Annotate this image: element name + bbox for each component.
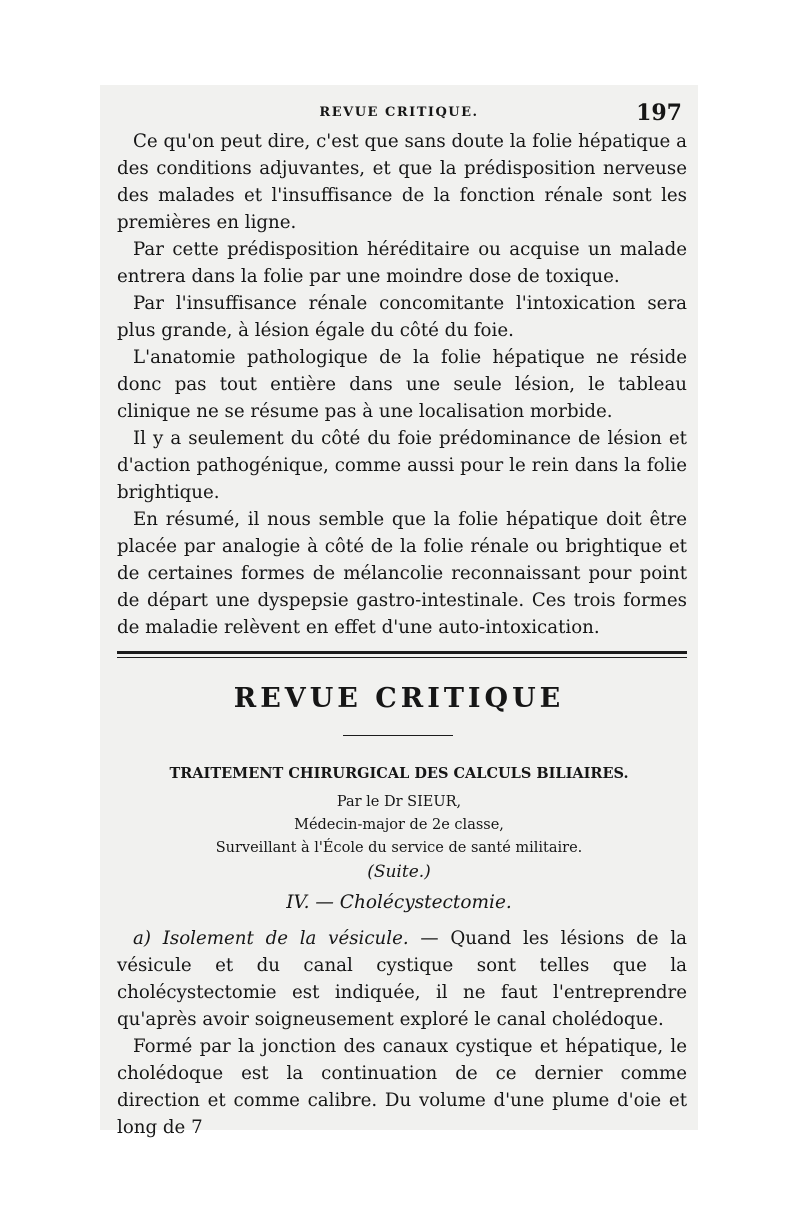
paragraph-predisposition: Par cette prédisposition héréditaire ou acquise un malade entrera dans la folie par une moindre dose de toxique.	[117, 239, 687, 287]
paragraph-predominance: Il y a seulement du côté du foie prédominance de lésion et d'action pathogénique, comme aussi pour le rein dans la folie brightique.	[117, 428, 687, 503]
paragraph-folie-hepatique: Ce qu'on peut dire, c'est que sans doute la folie hépatique a des conditions adjuvantes, et que la prédisposition nerveuse des malades et l'insuffisance de la fonction rénale sont les premières en ligne.	[117, 131, 687, 233]
section-title: REVUE CRITIQUE	[233, 683, 565, 714]
section-divider	[117, 651, 687, 658]
paragraph-lead-italic: a) Isolement de la vésicule.	[133, 928, 409, 949]
affiliation-school: Surveillant à l'École du service de santé militaire.	[215, 840, 583, 856]
page-number: 197	[636, 100, 682, 126]
chapter-heading: IV. — Cholécystectomie.	[286, 892, 512, 913]
title-underline	[343, 735, 453, 736]
affiliation-rank: Médecin-major de 2e classe,	[294, 817, 504, 833]
paragraph-resume: En résumé, il nous semble que la folie hépatique doit être placée par analogie à côté de la folie rénale ou brightique et de certaines formes de mélancolie reconnaissant pour point de départ une dyspepsie gastro-intestinale. Ces trois formes de maladie relèvent en effet d'une auto-intoxication.	[117, 509, 687, 638]
paragraph-choledoque: Formé par la jonction des canaux cystique et hépatique, le cholédoque est la continuation de ce dernier comme direction et comme calibre. Du volume d'une plume d'oie et long de 7	[117, 1036, 687, 1138]
paragraph-anatomie-pathologique: L'anatomie pathologique de la folie hépatique ne réside donc pas tout entière dans une seule lésion, le tableau clinique ne se résume pas à une localisation morbide.	[117, 347, 687, 422]
article-title: TRAITEMENT CHIRURGICAL DES CALCULS BILIAIRES.	[169, 765, 629, 782]
running-title: REVUE CRITIQUE.	[319, 105, 479, 120]
book-page	[100, 85, 698, 1138]
paragraph-isolement-vesicule	[117, 925, 687, 1033]
running-head	[100, 100, 698, 124]
paragraph-body-text: — Quand les lésions de la vésicule et du canal cystique sont telles que la cholécystectomie est indiquée, il ne faut l'entreprendre qu'après avoir soigneusement exploré le canal cholédoque.	[117, 928, 687, 1030]
paragraph-insuffisance-renale: Par l'insuffisance rénale concomitante l'intoxication sera plus grande, à lésion égale du côté du foie.	[117, 293, 687, 341]
author-line: Par le Dr SIEUR,	[336, 794, 462, 810]
suite-note: (Suite.)	[367, 862, 431, 882]
